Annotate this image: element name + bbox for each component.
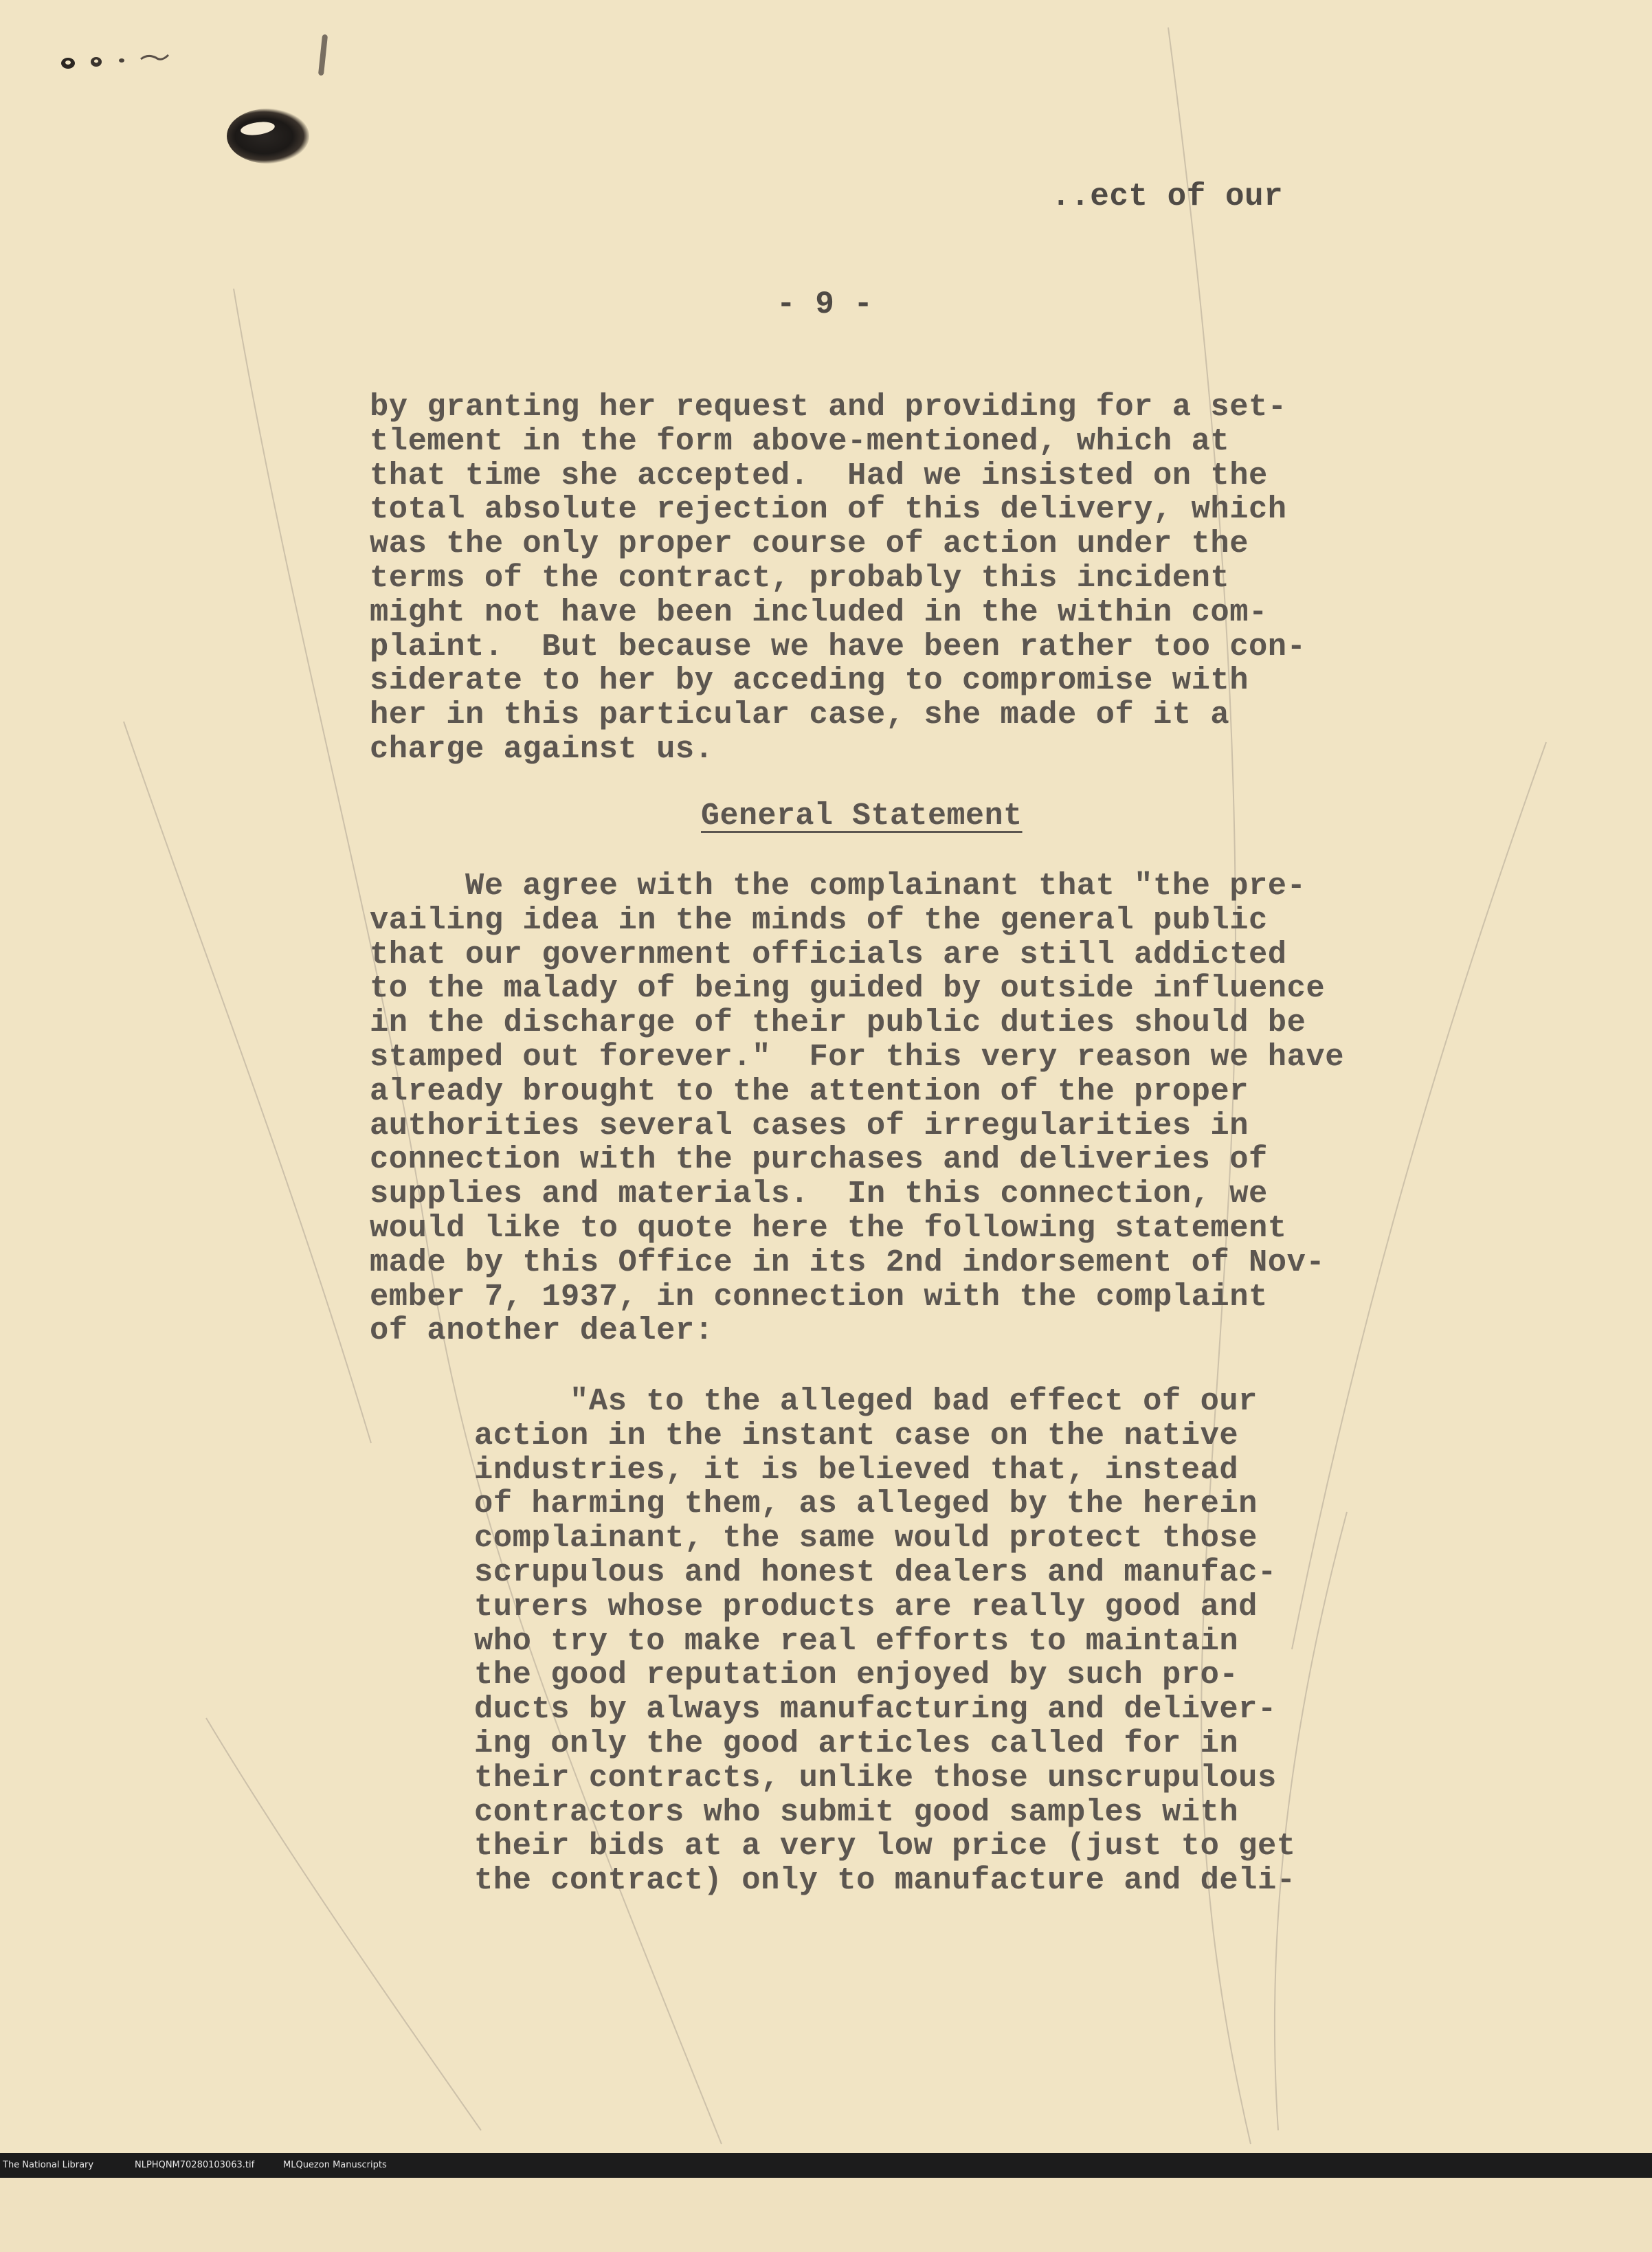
text-line: plaint. But because we have been rather too con- [370,628,1306,665]
text-line: charge against us. [370,731,714,767]
footer-collection-label: MLQuezon Manuscripts [283,2160,387,2170]
text-line: industries, it is believed that, instead [474,1451,1239,1488]
text-line: might not have been included in the within com- [370,594,1268,630]
text-line: that our government officials are still addicted [370,936,1287,972]
text-line: authorities several cases of irregularities in [370,1107,1249,1144]
text-line: tlement in the form above-mentioned, which at [370,423,1230,459]
text-line: by granting her request and providing for a set- [370,389,1287,425]
text-line: who try to make real efforts to maintain [474,1623,1239,1659]
paragraph-1 [370,390,1306,767]
text-line: terms of the contract, probably this incident [370,559,1230,596]
paragraph-2 [370,869,1344,1348]
running-header-fragment: ..ect of our [1051,179,1284,214]
text-line: the contract) only to manufacture and deli- [474,1862,1296,1899]
text-line: their contracts, unlike those unscrupulous [474,1759,1277,1796]
scan-footer-strip [0,2153,1652,2178]
text-line: ducts by always manufacturing and deliver- [474,1691,1277,1728]
text-line: of another dealer: [370,1313,714,1349]
text-line: turers whose products are really good and [474,1588,1258,1625]
text-line: their bids at a very low price (just to get [474,1828,1296,1864]
text-line: "As to the alleged bad effect of our [474,1383,1258,1419]
text-line: her in this particular case, she made of it a [370,697,1230,733]
text-line: action in the instant case on the native [474,1417,1239,1453]
ink-spots-mark [58,47,182,74]
text-line: to the malady of being guided by outside influence [370,970,1326,1007]
quote-block [474,1385,1296,1898]
text-line: made by this Office in its 2nd indorsement of Nov- [370,1244,1326,1280]
text-line: vailing idea in the minds of the general public [370,902,1268,938]
text-line: of harming them, as alleged by the herein [474,1486,1258,1522]
text-line: ing only the good articles called for in [474,1725,1239,1761]
text-line: scrupulous and honest dealers and manufac- [474,1554,1277,1590]
text-line: contractors who submit good samples with [474,1794,1239,1830]
text-line: total absolute rejection of this delivery, which [370,491,1287,528]
text-line: the good reputation enjoyed by such pro- [474,1657,1239,1693]
text-line: complainant, the same would protect those [474,1520,1258,1557]
text-line: that time she accepted. Had we insisted on the [370,457,1268,493]
text-line: already brought to the attention of the proper [370,1073,1249,1109]
text-line: supplies and materials. In this connection, we [370,1176,1268,1212]
text-line: would like to quote here the following statement [370,1209,1287,1246]
text-line: connection with the purchases and deliveries of [370,1141,1268,1178]
text-line: stamped out forever." For this very reason we have [370,1038,1345,1075]
footer-file-label: NLPHQNM70280103063.tif [135,2160,255,2170]
text-line: ember 7, 1937, in connection with the complaint [370,1278,1268,1315]
ink-streak-mark [318,34,328,76]
page-number: - 9 - [777,287,873,322]
text-line: siderate to her by acceding to compromise with [370,662,1249,699]
section-heading: General Statement [701,799,1023,834]
ink-blot-mark [227,109,309,164]
footer-library-label: The National Library [3,2160,94,2170]
text-line: was the only proper course of action under the [370,526,1249,562]
text-line: We agree with the complainant that "the pre- [370,868,1306,904]
text-line: in the discharge of their public duties should be [370,1005,1306,1041]
